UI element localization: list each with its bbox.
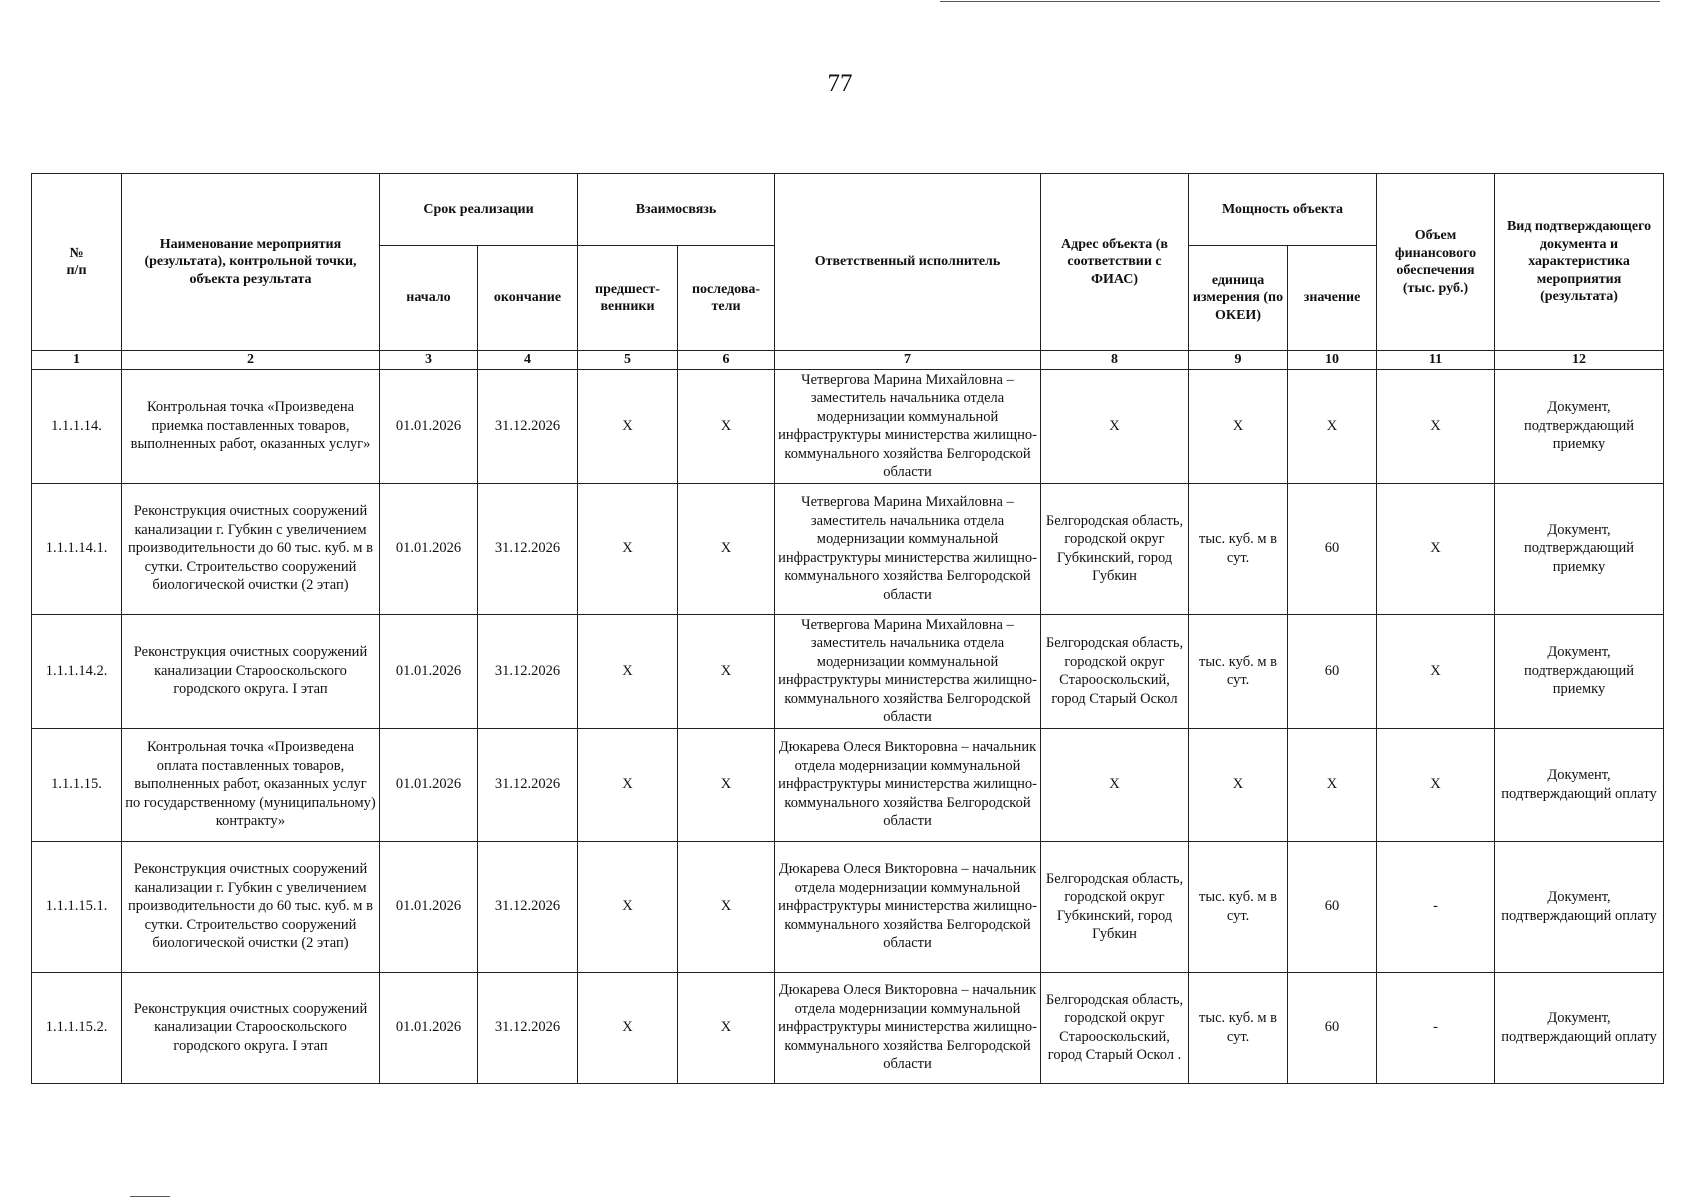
- row-num: 1.1.1.14.1.: [32, 483, 122, 614]
- header-name: Наименование мероприятия (результата), контрольной точки, объекта результата: [122, 174, 380, 351]
- row-doc: Документ, подтверждающий приемку: [1495, 369, 1664, 483]
- row-unit: тыс. куб. м в сут.: [1189, 972, 1288, 1083]
- header-doc: Вид подтверждающего документа и характеристика мероприятия (результата): [1495, 174, 1664, 351]
- row-unit: тыс. куб. м в сут.: [1189, 614, 1288, 728]
- row-responsible: Дюкарева Олеся Викторовна – начальник отдела модернизации коммунальной инфраструктуры министерства жилищно-коммунального хозяйства Белгородской области: [775, 728, 1041, 841]
- row-unit: Х: [1189, 369, 1288, 483]
- row-unit: Х: [1189, 728, 1288, 841]
- row-doc: Документ, подтверждающий оплату: [1495, 728, 1664, 841]
- scan-line-bottom: [130, 1196, 170, 1197]
- row-prev: Х: [578, 972, 678, 1083]
- row-next: Х: [678, 369, 775, 483]
- table-row: [32, 972, 1664, 1083]
- header-period-start: начало: [380, 246, 478, 351]
- row-end: 31.12.2026: [478, 614, 578, 728]
- row-num: 1.1.1.15.1.: [32, 841, 122, 972]
- row-name: Реконструкция очистных сооружений канализации Старооскольского городского округа. I этап: [122, 972, 380, 1083]
- column-number: 12: [1495, 351, 1664, 370]
- row-start: 01.01.2026: [380, 614, 478, 728]
- row-start: 01.01.2026: [380, 841, 478, 972]
- header-num: № п/п: [32, 174, 122, 351]
- plan-table: [31, 173, 1664, 1084]
- row-next: Х: [678, 728, 775, 841]
- row-end: 31.12.2026: [478, 483, 578, 614]
- row-prev: Х: [578, 483, 678, 614]
- row-end: 31.12.2026: [478, 841, 578, 972]
- column-number: 9: [1189, 351, 1288, 370]
- row-num: 1.1.1.14.: [32, 369, 122, 483]
- table-row: [32, 614, 1664, 728]
- header-address: Адрес объекта (в соответствии с ФИАС): [1041, 174, 1189, 351]
- row-responsible: Дюкарева Олеся Викторовна – начальник отдела модернизации коммунальной инфраструктуры министерства жилищно-коммунального хозяйства Белгородской области: [775, 972, 1041, 1083]
- row-value: 60: [1288, 972, 1377, 1083]
- row-prev: Х: [578, 841, 678, 972]
- row-address: Белгородская область, городской округ Губкинский, город Губкин: [1041, 483, 1189, 614]
- row-unit: тыс. куб. м в сут.: [1189, 483, 1288, 614]
- table-header: [32, 174, 1664, 370]
- row-name: Контрольная точка «Произведена приемка поставленных товаров, выполненных работ, оказанных услуг»: [122, 369, 380, 483]
- column-number: 7: [775, 351, 1041, 370]
- header-period: Срок реализации: [380, 174, 578, 246]
- row-finance: Х: [1377, 614, 1495, 728]
- header-link-next: последова- тели: [678, 246, 775, 351]
- scan-line-top: [940, 1, 1660, 2]
- table-row: [32, 728, 1664, 841]
- row-finance: Х: [1377, 728, 1495, 841]
- row-prev: Х: [578, 614, 678, 728]
- header-capacity: Мощность объекта: [1189, 174, 1377, 246]
- row-name: Контрольная точка «Произведена оплата поставленных товаров, выполненных работ, оказанных услуг по государственному (муниципальному) контракту»: [122, 728, 380, 841]
- column-number: 10: [1288, 351, 1377, 370]
- row-end: 31.12.2026: [478, 972, 578, 1083]
- row-end: 31.12.2026: [478, 728, 578, 841]
- column-number-row: [32, 351, 1664, 370]
- row-start: 01.01.2026: [380, 972, 478, 1083]
- row-value: Х: [1288, 369, 1377, 483]
- row-next: Х: [678, 614, 775, 728]
- header-link-prev: предшест- венники: [578, 246, 678, 351]
- row-value: 60: [1288, 841, 1377, 972]
- row-value: 60: [1288, 614, 1377, 728]
- row-finance: -: [1377, 972, 1495, 1083]
- row-next: Х: [678, 972, 775, 1083]
- row-end: 31.12.2026: [478, 369, 578, 483]
- row-address: Белгородская область, городской округ Губкинский, город Губкин: [1041, 841, 1189, 972]
- row-address: Белгородская область, городской округ Старооскольский, город Старый Оскол .: [1041, 972, 1189, 1083]
- row-responsible: Дюкарева Олеся Викторовна – начальник отдела модернизации коммунальной инфраструктуры министерства жилищно-коммунального хозяйства Белгородской области: [775, 841, 1041, 972]
- column-number: 3: [380, 351, 478, 370]
- row-prev: Х: [578, 369, 678, 483]
- row-start: 01.01.2026: [380, 369, 478, 483]
- header-finance: Объем финансового обеспечения (тыс. руб.): [1377, 174, 1495, 351]
- row-finance: -: [1377, 841, 1495, 972]
- table-row: [32, 841, 1664, 972]
- page-number: 77: [827, 70, 853, 97]
- column-number: 2: [122, 351, 380, 370]
- row-doc: Документ, подтверждающий оплату: [1495, 972, 1664, 1083]
- column-number: 6: [678, 351, 775, 370]
- column-number: 11: [1377, 351, 1495, 370]
- column-number: 4: [478, 351, 578, 370]
- row-value: Х: [1288, 728, 1377, 841]
- row-unit: тыс. куб. м в сут.: [1189, 841, 1288, 972]
- row-doc: Документ, подтверждающий оплату: [1495, 841, 1664, 972]
- header-unit: единица измерения (по ОКЕИ): [1189, 246, 1288, 351]
- column-number: 5: [578, 351, 678, 370]
- row-responsible: Четвергова Марина Михайловна – заместитель начальника отдела модернизации коммунальной инфраструктуры министерства жилищно-коммунального хозяйства Белгородской области: [775, 369, 1041, 483]
- header-value: значение: [1288, 246, 1377, 351]
- row-address: Х: [1041, 728, 1189, 841]
- table-body: [32, 369, 1664, 1083]
- row-num: 1.1.1.14.2.: [32, 614, 122, 728]
- row-responsible: Четвергова Марина Михайловна – заместитель начальника отдела модернизации коммунальной инфраструктуры министерства жилищно-коммунального хозяйства Белгородской области: [775, 614, 1041, 728]
- table-row: [32, 483, 1664, 614]
- row-doc: Документ, подтверждающий приемку: [1495, 614, 1664, 728]
- row-responsible: Четвергова Марина Михайловна – заместитель начальника отдела модернизации коммунальной инфраструктуры министерства жилищно-коммунального хозяйства Белгородской области: [775, 483, 1041, 614]
- row-next: Х: [678, 483, 775, 614]
- row-name: Реконструкция очистных сооружений канализации Старооскольского городского округа. I этап: [122, 614, 380, 728]
- row-value: 60: [1288, 483, 1377, 614]
- column-number: 8: [1041, 351, 1189, 370]
- header-responsible: Ответственный исполнитель: [775, 174, 1041, 351]
- row-finance: Х: [1377, 369, 1495, 483]
- row-name: Реконструкция очистных сооружений канализации г. Губкин с увеличением производительности до 60 тыс. куб. м в сутки. Строительство сооружений биологической очистки (2 этап): [122, 841, 380, 972]
- header-period-end: окончание: [478, 246, 578, 351]
- row-next: Х: [678, 841, 775, 972]
- row-prev: Х: [578, 728, 678, 841]
- row-address: Белгородская область, городской округ Старооскольский, город Старый Оскол: [1041, 614, 1189, 728]
- row-doc: Документ, подтверждающий приемку: [1495, 483, 1664, 614]
- row-start: 01.01.2026: [380, 483, 478, 614]
- row-num: 1.1.1.15.2.: [32, 972, 122, 1083]
- row-finance: Х: [1377, 483, 1495, 614]
- column-number: 1: [32, 351, 122, 370]
- row-address: Х: [1041, 369, 1189, 483]
- table-row: [32, 369, 1664, 483]
- row-start: 01.01.2026: [380, 728, 478, 841]
- row-num: 1.1.1.15.: [32, 728, 122, 841]
- header-link: Взаимосвязь: [578, 174, 775, 246]
- row-name: Реконструкция очистных сооружений канализации г. Губкин с увеличением производительности до 60 тыс. куб. м в сутки. Строительство сооружений биологической очистки (2 этап): [122, 483, 380, 614]
